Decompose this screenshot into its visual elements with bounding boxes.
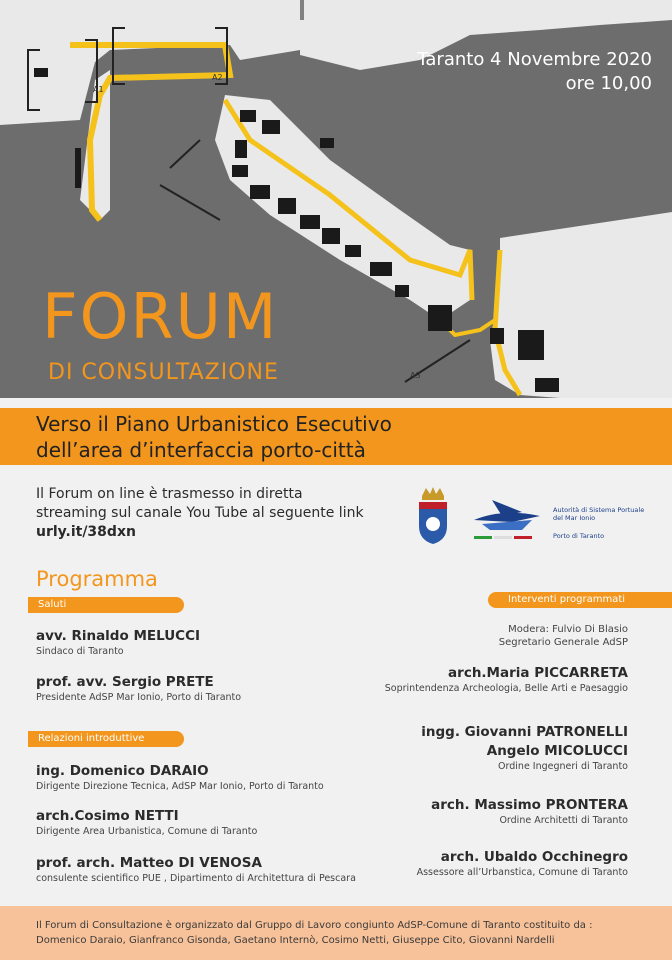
page-title: FORUM <box>42 280 279 353</box>
speaker-name: ing. Domenico DARAIO <box>36 763 209 779</box>
authority-name-line-1: Autorità di Sistema Portuale <box>553 506 645 514</box>
speaker-name: arch. Ubaldo Occhinegro <box>440 849 628 865</box>
section-pill-relazioni: Relazioni introduttive <box>28 731 184 747</box>
streaming-info <box>36 485 364 542</box>
footer-line-2: Domenico Daraio, Gianfranco Gisonda, Gaetano Internò, Cosimo Netti, Giuseppe Cito, Giovanni Nardelli <box>36 935 555 946</box>
map-label-a3: A3 <box>410 371 421 380</box>
moderator <box>499 622 628 648</box>
speaker-name: prof. arch. Matteo DI VENOSA <box>36 855 262 871</box>
footer-line-1: Il Forum di Consultazione è organizzato dal Gruppo di Lavoro congiunto AdSP-Comune di Taranto costituito da : <box>36 920 593 931</box>
event-date <box>417 48 652 96</box>
event-date-day: Taranto 4 Novembre 2020 <box>417 49 652 70</box>
speaker-saluti-2 <box>36 674 241 703</box>
section-pill-interventi: Interventi programmati <box>488 592 672 608</box>
program-title: Programma <box>36 567 158 591</box>
speaker-name: prof. avv. Sergio PRETE <box>36 674 214 690</box>
footer <box>0 906 672 960</box>
speaker-interventi-3 <box>431 797 628 826</box>
speaker-role: Presidente AdSP Mar Ionio, Porto di Taranto <box>36 692 242 703</box>
speaker-relazioni-2 <box>36 808 257 837</box>
banner-line-1: Verso il Piano Urbanistico Esecutivo <box>36 412 392 436</box>
taranto-coat-of-arms-icon <box>416 486 450 546</box>
banner-line-2: dell’area d’interfaccia porto-città <box>36 438 366 462</box>
port-authority-logo-icon <box>472 490 542 540</box>
speaker-name-2: Angelo MICOLUCCI <box>486 743 628 759</box>
speaker-saluti-1 <box>36 628 200 657</box>
speaker-role: Soprintendenza Archeologia, Belle Arti e Paesaggio <box>384 683 628 694</box>
speaker-role: Ordine Ingegneri di Taranto <box>498 761 628 772</box>
moderator-role: Segretario Generale AdSP <box>498 637 628 648</box>
speaker-relazioni-1 <box>36 763 324 792</box>
streaming-link[interactable]: urly.it/38dxn <box>36 524 136 540</box>
speaker-role: consulente scientifico PUE , Dipartimento di Architettura di Pescara <box>36 873 356 884</box>
speaker-name: ingg. Giovanni PATRONELLI <box>421 724 628 740</box>
speaker-role: Ordine Architetti di Taranto <box>499 815 628 826</box>
map-label-a2: A2 <box>212 73 223 82</box>
logos <box>416 486 645 548</box>
speaker-interventi-4 <box>417 849 628 878</box>
map-label-a1: A1 <box>93 85 104 94</box>
speaker-role: Dirigente Area Urbanistica, Comune di Taranto <box>36 826 258 837</box>
theme-banner <box>0 408 672 465</box>
section-pill-saluti: Saluti <box>28 597 184 613</box>
moderator-name: Modera: Fulvio Di Blasio <box>508 624 628 635</box>
speaker-role: Assessore all’Urbanstica, Comune di Taranto <box>416 867 628 878</box>
speaker-name: arch.Cosimo NETTI <box>36 808 179 824</box>
authority-name-line-2: del Mar Ionio <box>553 514 596 522</box>
speaker-role: Dirigente Direzione Tecnica, AdSP Mar Ionio, Porto di Taranto <box>36 781 324 792</box>
speaker-interventi-2 <box>421 724 628 772</box>
speaker-name: avv. Rinaldo MELUCCI <box>36 628 201 644</box>
streaming-info-line-2: streaming sul canale You Tube al seguente link <box>36 505 364 521</box>
authority-port: Porto di Taranto <box>553 532 605 540</box>
speaker-role: Sindaco di Taranto <box>36 646 124 657</box>
streaming-info-line-1: Il Forum on line è trasmesso in diretta <box>36 486 303 502</box>
speaker-relazioni-3 <box>36 855 356 884</box>
speaker-name: arch. Massimo PRONTERA <box>431 797 628 813</box>
speaker-name: arch.Maria PICCARRETA <box>448 665 628 681</box>
event-date-time: ore 10,00 <box>565 73 652 94</box>
speaker-interventi-1 <box>385 665 628 694</box>
page-subtitle: DI CONSULTAZIONE <box>48 360 279 385</box>
